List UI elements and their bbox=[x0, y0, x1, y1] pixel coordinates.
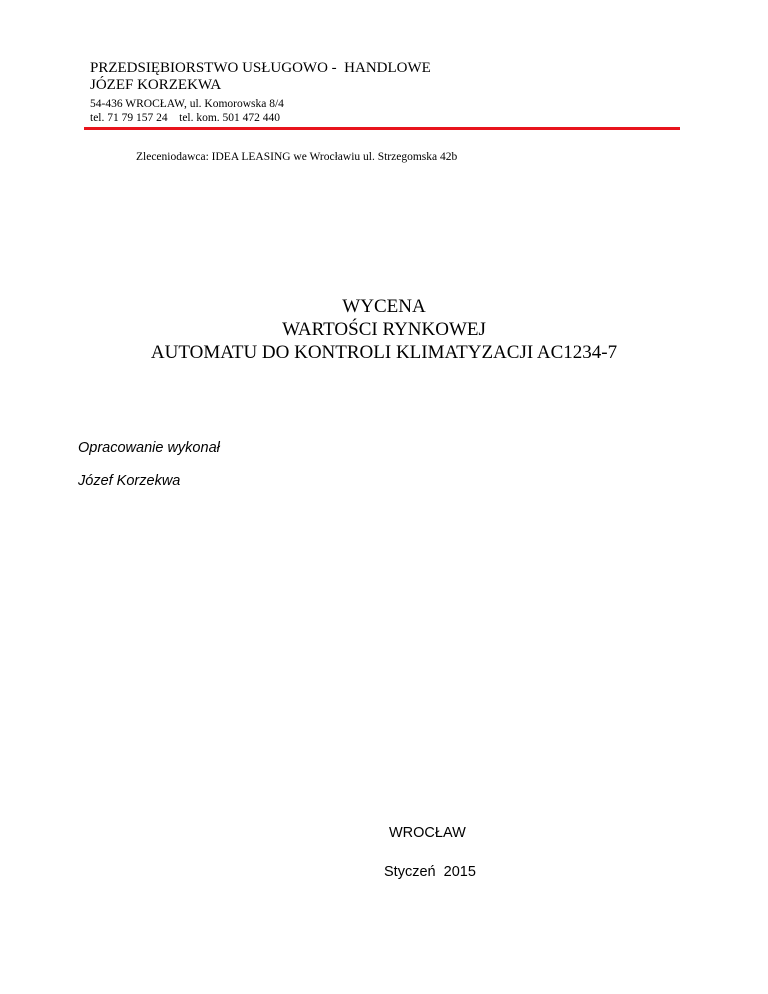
author-block bbox=[78, 440, 220, 490]
company-name-line2: JÓZEF KORZEKWA bbox=[90, 77, 222, 93]
company-name-line1: PRZEDSIĘBIORSTWO USŁUGOWO - HANDLOWE bbox=[90, 60, 431, 76]
title-line3: AUTOMATU DO KONTROLI KLIMATYZACJI AC1234-7 bbox=[150, 342, 618, 363]
letterhead bbox=[90, 60, 690, 125]
author-name: Józef Korzekwa bbox=[78, 473, 181, 489]
company-address: 54-436 WROCŁAW, ul. Komorowska 8/4 bbox=[90, 98, 284, 110]
date: Styczeń 2015 bbox=[384, 864, 476, 880]
place: WROCŁAW bbox=[389, 825, 466, 841]
title-line2: WARTOŚCI RYNKOWEJ bbox=[282, 319, 486, 340]
author-label: Opracowanie wykonał bbox=[78, 440, 220, 456]
client-line: Zleceniodawca: IDEA LEASING we Wrocławiu ul. Strzegomska 42b bbox=[136, 151, 458, 163]
title-line1: WYCENA bbox=[342, 296, 426, 317]
document-title bbox=[0, 295, 768, 364]
header-divider bbox=[84, 127, 680, 130]
company-phones: tel. 71 79 157 24 tel. kom. 501 472 440 bbox=[90, 112, 281, 124]
